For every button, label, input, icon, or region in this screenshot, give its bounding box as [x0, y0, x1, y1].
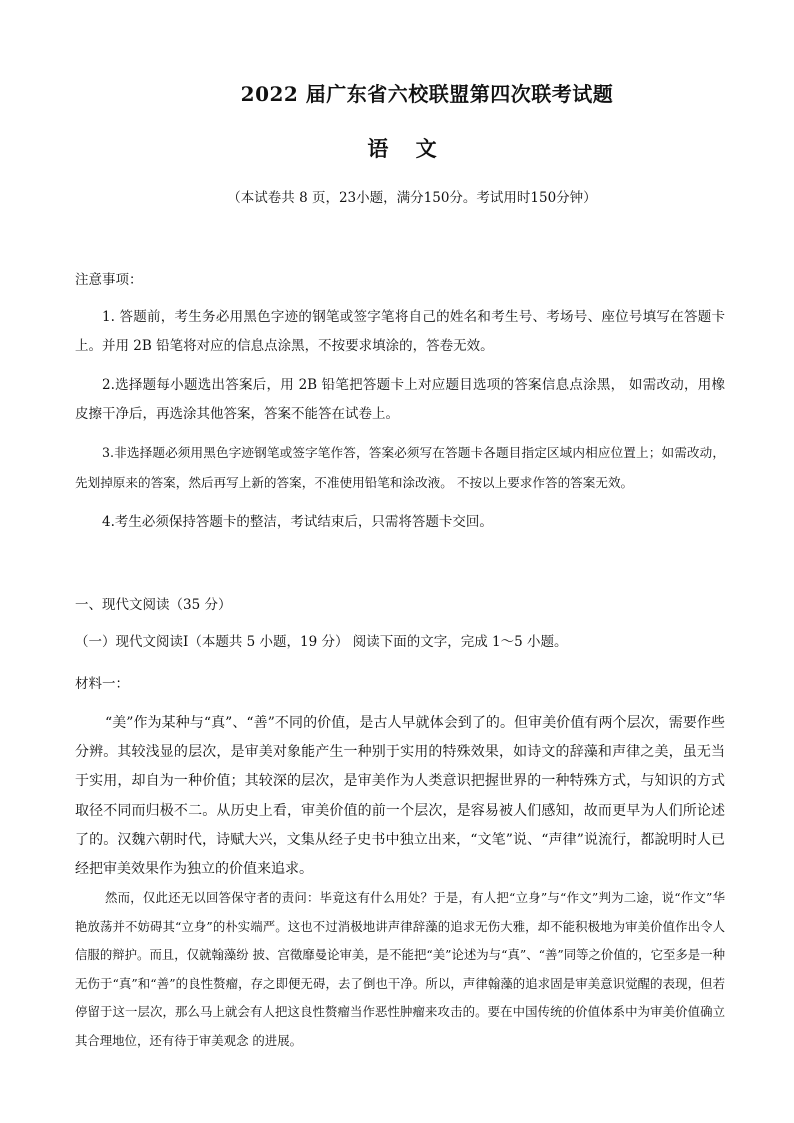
page-title: 2022 届广东省六校联盟第四次联考试题	[240, 82, 614, 106]
notice-item-1: 1. 答题前，考生务必用黑色字迹的钢笔或签字笔将自己的姓名和考生号、考场号、座位号填写在答题卡上。并用 2B 铅笔将对应的信息点涂黑，不按要求填涂的，答卷无效。	[75, 309, 725, 354]
material-paragraph: “美”作为某种与“真”、“善”不同的价值，是古人早就体会到了的。但审美价值有两个层次，需要作些分辨。其较浅显的层次，是审美对象能产生一种别于实用的特殊效果，如诗文的辞藻和声律之美，虽无当于实用，却自为一种价值；其较深的层次，是审美作为人类意识把握世界的一种特殊方式，与知识的方式取径不同而归极不二。从历史上看，审美价值的前一个层次，是容易被人们感知，故而更早为人们所论述了的。汉魏六朝时代，诗赋大兴，文集从经子史书中独立出来，“文笔”说、“声律”说流行，都說明时人已经把审美效果作为独立的价值来追求。	[75, 715, 725, 878]
subject-heading: 语 文	[367, 136, 447, 161]
section-heading: 一、现代文阅读（35 分）	[75, 597, 232, 613]
material-paragraph: 然而，仅此还无以回答保守者的责问：毕竟这有什么用处？于是，有人把“立身”与“作文”判为二途，说“作文”华艳放荡并不妨碍其“立身”的朴实端严。这也不过消极地讲声律辞藻的追求无伤大雅，却不能积极地为审美价值作出令人信服的辩护。而且，仅就翰藻纷 披、宫徵靡曼论审美，是不能把“美”论述为与“真”、“善”同等之价值的，它至多是一种无伤于“真”和“善”的良性赘瘤，存之即便无碍，去了倒也干净。所以，声律翰藻的追求固是审美意识觉醒的表现，但若停留于这一层次，那么马上就会有人把这良性赘瘤当作恶性肿瘤来攻击的。要在中国传统的价值体系中为审美价值确立其合理地位，还有待于审美观念 的进展。	[75, 890, 725, 1048]
notice-heading: 注意事项：	[75, 272, 143, 288]
notice-item-2: 2.选择题每小题选出答案后，用 2B 铅笔把答题卡上对应题目选项的答案信息点涂黑， 如需改动，用橡皮擦干净后，再选涂其他答案，答案不能答在试卷上。	[75, 377, 725, 422]
notice-item-4: 4.考生必须保持答题卡的整洁，考试结束后，只需将答题卡交回。	[102, 514, 493, 530]
material-label: 材料一：	[75, 676, 129, 692]
subsection-heading: （一）现代文阅读Ⅰ（本题共 5 小题，19 分） 阅读下面的文字，完成 1～5 小题。	[75, 634, 568, 650]
notice-item-3: 3.非选择题必须用黑色字迹钢笔或签字笔作答，答案必须写在答题卡各题目指定区域内相应位置上；如需改动，先划掉原来的答案，然后再写上新的答案，不准使用铅笔和涂改液。 不按以上要求作答的答案无效。	[75, 445, 725, 490]
exam-info: （本试卷共 8 页，23小题，满分150分。考试用时150分钟）	[227, 190, 597, 206]
